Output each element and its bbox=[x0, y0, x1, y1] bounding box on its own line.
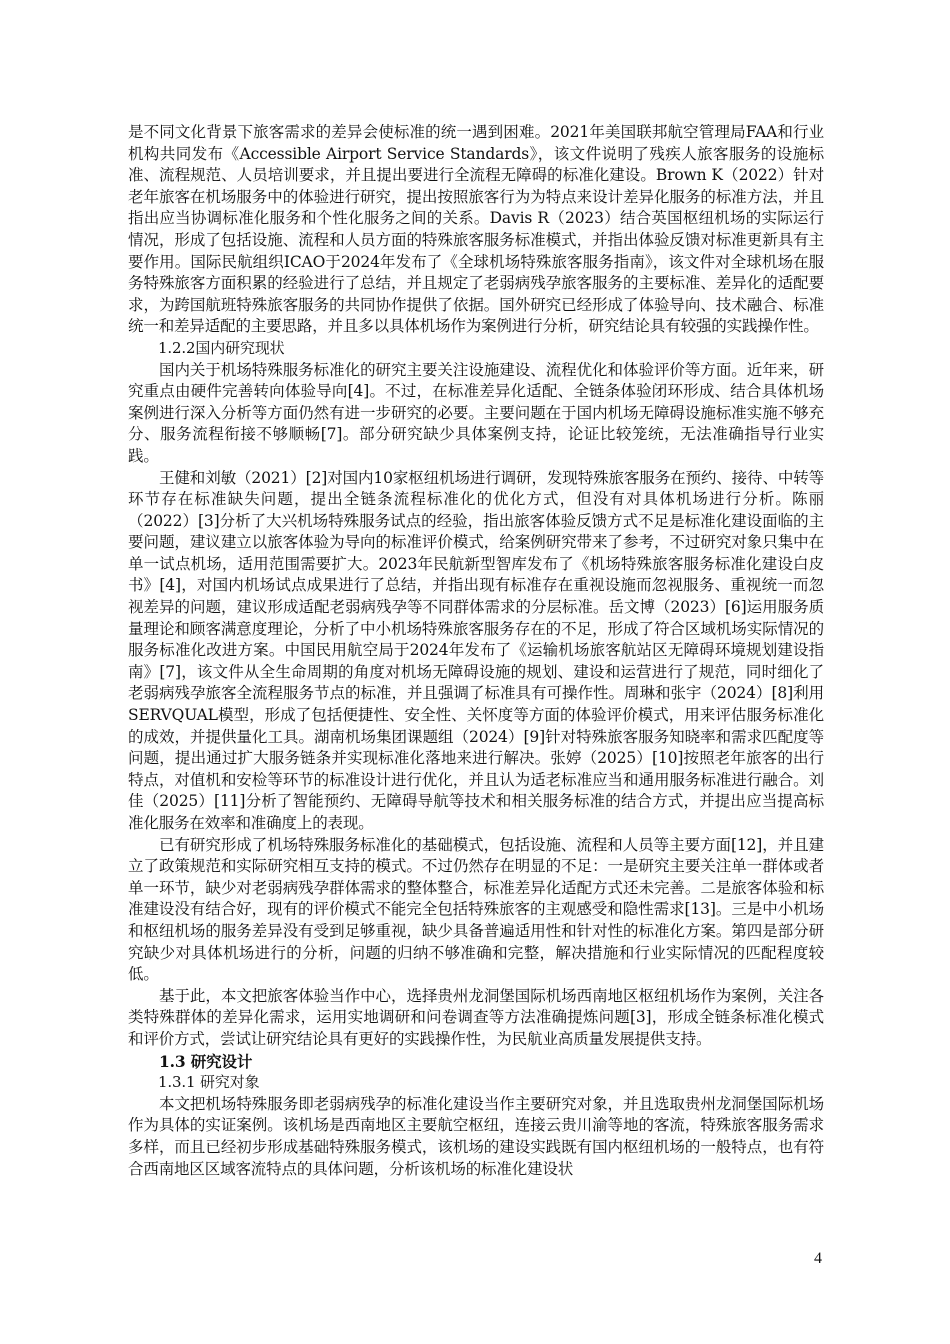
paragraph-domestic-literature: 王健和刘敏（2021）[2]对国内10家枢纽机场进行调研，发现特殊旅客服务在预约、接待、中转等环节存在标准缺失问题，提出全链条流程标准化的优化方式，但没有对具体机场进行分析。陈丽（2022）[3]分析了大兴机场特殊服务试点的经验，指出旅客体验反馈方式不足是标准化建设面临的主要问题，建议建立以旅客体验为导向的标准评价模式，给案例研究带来了参考，不过研究对象只集中在单一试点机场，适用范围需要扩大。2023年民航新型智库发布了《机场特殊旅客服务标准化建设白皮书》[4]，对国内机场试点成果进行了总结，并指出现有标准存在重视设施而忽视服务、重视统一而忽视差异的问题，建议形成适配老弱病残孕等不同群体需求的分层标准。岳文博（2023）[6]运用服务质量理论和顾客满意度理论，分析了中小机场特殊旅客服务存在的不足，形成了符合区域机场实际情况的服务标准化改进方案。中国民用航空局于2024年发布了《运输机场旅客航站区无障碍环境规划建设指南》[7]，该文件从全生命周期的角度对机场无障碍设施的规划、建设和运营进行了规范，同时细化了老弱病残孕旅客全流程服务节点的标准，并且强调了标准具有可操作性。周琳和张宇（2024）[8]利用SERVQUAL模型，形成了包括便捷性、安全性、关怀度等方面的体验评价模式，用来评估服务标准化的成效，并提供量化工具。湖南机场集团课题组（2024）[9]针对特殊旅客服务知晓率和需求匹配度等问题，提出通过扩大服务链条并实现标准化落地来进行解决。张婷（2025）[10]按照老年旅客的出行特点，对值机和安检等环节的标准设计进行优化，并且认为适老标准应当和通用服务标准进行融合。刘佳（2025）[11]分析了智能预约、无障碍导航等技术和相关服务标准的结合方式，并提出应当提高标准化服务在效率和准确度上的表现。 bbox=[128, 468, 824, 832]
paragraph-research-object: 本文把机场特殊服务即老弱病残孕的标准化建设当作主要研究对象，并且选取贵州龙洞堡国际机场作为具体的实证案例。该机场是西南地区主要航空枢纽，连接云贵川渝等地的客流，特殊旅客服务需求多样，而且已经初步形成基础特殊服务模式，该机场的建设实践既有国内枢纽机场的一般特点，也有符合西南地区区域客流特点的具体问题，分析该机场的标准化建设状 bbox=[128, 1094, 824, 1178]
body-text bbox=[128, 122, 824, 1180]
paragraph-research-gaps: 已有研究形成了机场特殊服务标准化的基础模式，包括设施、流程和人员等主要方面[12]，并且建立了政策规范和实际研究相互支持的模式。不过仍然存在明显的不足：一是研究主要关注单一群体或者单一环节，缺少对老弱病残孕群体需求的整体整合，标准差异化适配方式还未完善。二是旅客体验和标准建设没有结合好，现有的评价模式不能完全包括特殊旅客的主观感受和隐性需求[13]。三是中小机场和枢纽机场的服务差异没有受到足够重视，缺少具备普遍适用性和针对性的标准化方案。第四是部分研究缺少对具体机场进行的分析，问题的归纳不够准确和完整，解决措施和行业实际情况的匹配程度较低。 bbox=[128, 835, 824, 984]
section-heading-1-3: 1.3 研究设计 bbox=[159, 1051, 253, 1071]
paragraph-foreign-research-end: 是不同文化背景下旅客需求的差异会使标准的统一遇到困难。2021年美国联邦航空管理局FAA和行业机构共同发布《Accessible Airport Service Standards》，该文件说明了残疾人旅客服务的设施标准、流程规范、人员培训要求，并且提出要进行全流程无障碍的标准化建设。Brown K（2022）针对老年旅客在机场服务中的体验进行研究，提出按照旅客行为为特点来设计差异化服务的标准方法，并且指出应当协调标准化服务和个性化服务之间的关系。Davis R（2023）结合英国枢纽机场的实际运行情况，形成了包括设施、流程和人员方面的特殊旅客服务标准模式，并指出体验反馈对标准更新具有主要作用。国际民航组织ICAO于2024年发布了《全球机场特殊旅客服务指南》，该文件对全球机场在服务特殊旅客方面积累的经验进行了总结，并且规定了老弱病残孕旅客服务的主要标准、差异化的适配要求，为跨国航班特殊旅客服务的共同协作提供了依据。国外研究已经形成了体验导向、技术融合、标准统一和差异适配的主要思路，并且多以具体机场作为案例进行分析，研究结论具有较强的实践操作性。 bbox=[128, 123, 824, 336]
paragraph-domestic-overview: 国内关于机场特殊服务标准化的研究主要关注设施建设、流程优化和体验评价等方面。近年来，研究重点由硬件完善转向体验导向[4]。不过，在标准差异化适配、全链条体验闭环形成、结合具体机场案例进行深入分析等方面仍然有进一步研究的必要。主要问题在于国内机场无障碍设施标准实施不够充分、服务流程衔接不够顺畅[7]。部分研究缺少具体案例支持，论证比较笼统，无法准确指导行业实践。 bbox=[128, 360, 824, 465]
section-heading-1-2-2: 1.2.2国内研究现状 bbox=[158, 338, 285, 357]
section-heading-1-3-1: 1.3.1 研究对象 bbox=[158, 1073, 260, 1092]
paragraph-research-purpose: 基于此，本文把旅客体验当作中心，选择贵州龙洞堡国际机场西南地区枢纽机场作为案例，关注各类特殊群体的差异化需求，运用实地调研和问卷调查等方法准确提炼问题[3]，形成全链条标准化模式和评价方式，尝试让研究结论具有更好的实践操作性，为民航业高质量发展提供支持。 bbox=[128, 986, 824, 1048]
page-number: 4 bbox=[814, 1250, 822, 1267]
